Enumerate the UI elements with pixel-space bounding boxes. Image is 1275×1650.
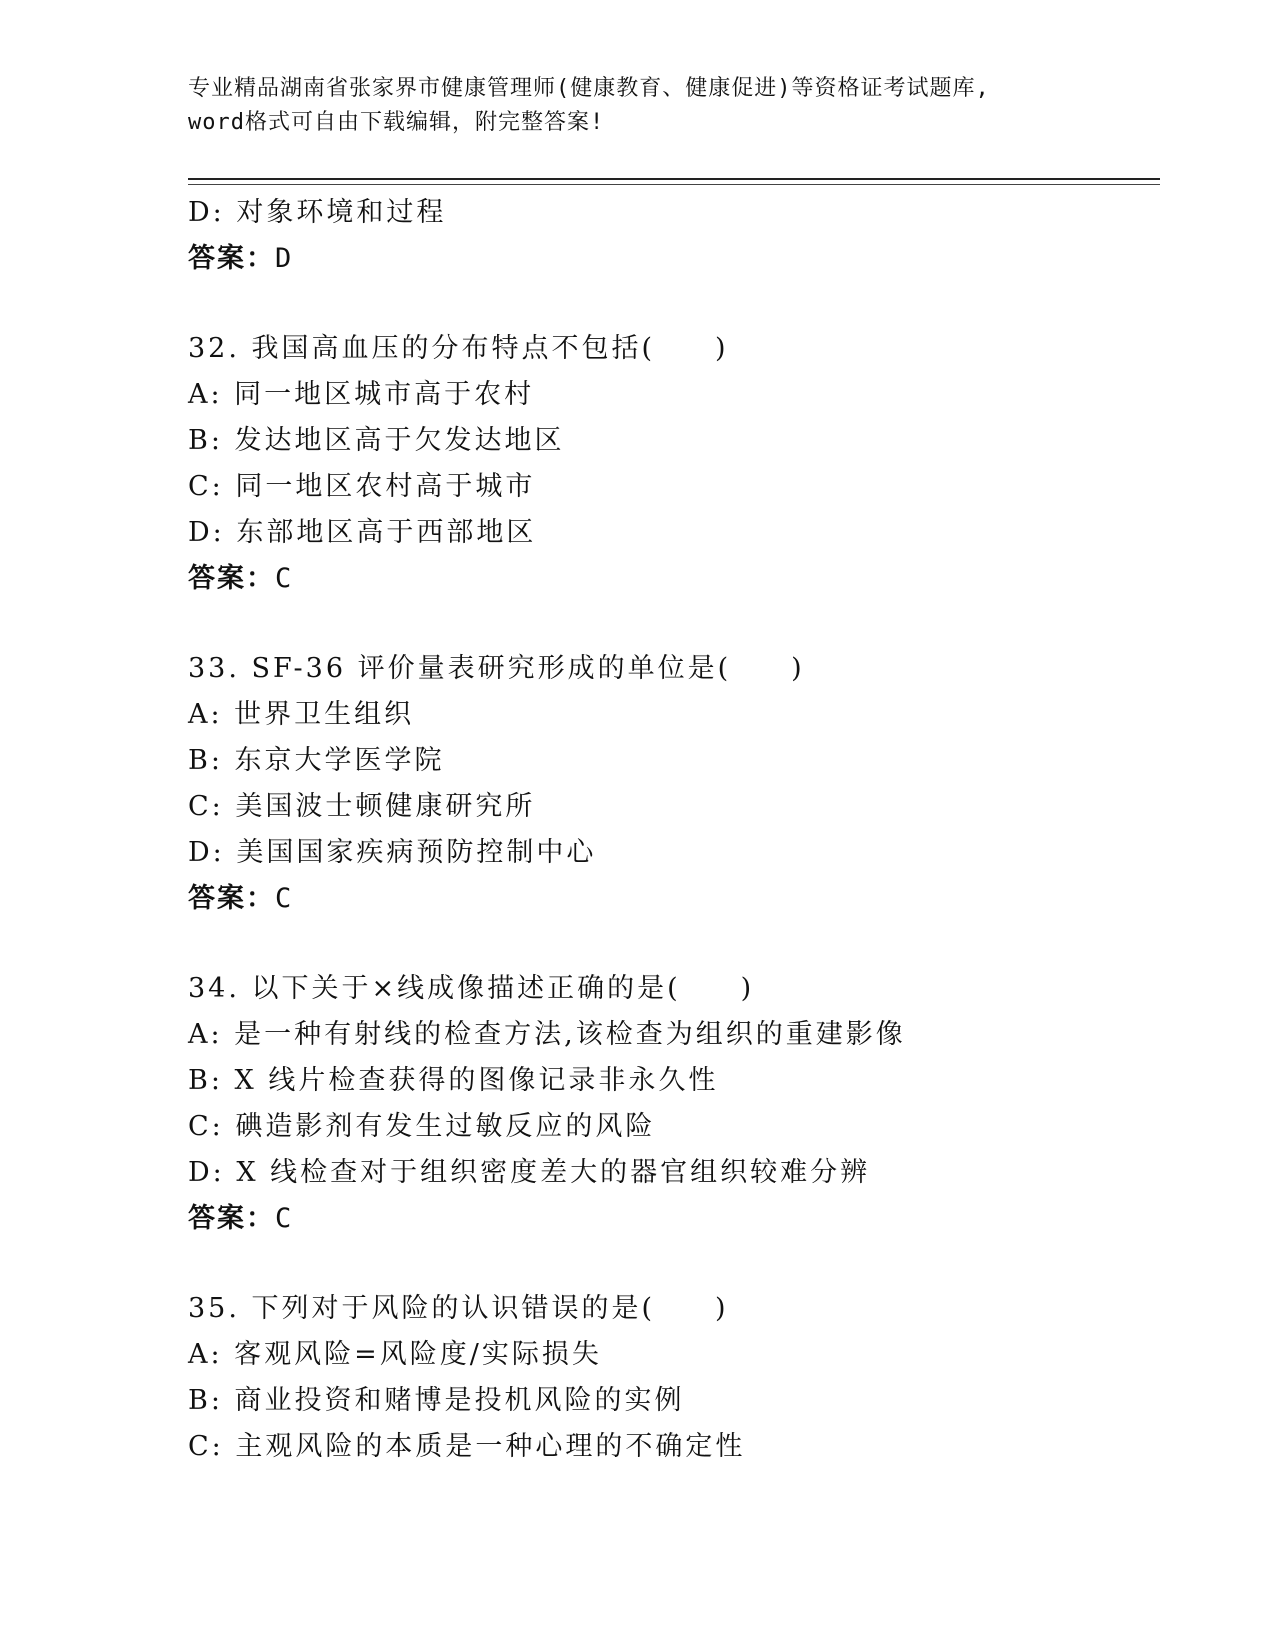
option-a: A: 世界卫生组织 xyxy=(188,699,415,730)
answer-value: C xyxy=(275,1203,294,1234)
answer-label: 答案： xyxy=(188,1203,275,1234)
question-stem: 34. 以下关于×线成像描述正确的是( ) xyxy=(188,973,755,1004)
question-stem: 32. 我国高血压的分布特点不包括( ) xyxy=(188,333,729,364)
option-b: B: 发达地区高于欠发达地区 xyxy=(188,425,565,456)
question-33 xyxy=(188,646,1148,922)
answer-line xyxy=(188,236,1148,282)
answer-label: 答案： xyxy=(188,883,275,914)
option-c: C: 碘造影剂有发生过敏反应的风险 xyxy=(188,1111,656,1142)
option-d: D: 美国国家疾病预防控制中心 xyxy=(188,837,597,868)
option-a: A: 同一地区城市高于农村 xyxy=(188,379,535,410)
document-header xyxy=(188,72,1168,140)
answer-line xyxy=(188,1196,1148,1242)
option-a: A: 客观风险=风险度/实际损失 xyxy=(188,1339,602,1370)
answer-line xyxy=(188,556,1148,602)
answer-label: 答案： xyxy=(188,563,275,594)
option-b: B: X 线片检查获得的图像记录非永久性 xyxy=(188,1065,719,1096)
option-b: B: 东京大学医学院 xyxy=(188,745,445,776)
question-32 xyxy=(188,326,1148,602)
header-line-2: word格式可自由下载编辑，附完整答案! xyxy=(188,110,605,135)
answer-value: D xyxy=(275,243,294,274)
header-divider-thick xyxy=(188,178,1160,180)
option-c: C: 同一地区农村高于城市 xyxy=(188,471,536,502)
question-34 xyxy=(188,966,1148,1242)
option-d: D: 东部地区高于西部地区 xyxy=(188,517,537,548)
option-c: C: 美国波士顿健康研究所 xyxy=(188,791,536,822)
answer-value: C xyxy=(275,883,294,914)
answer-line xyxy=(188,876,1148,922)
answer-value: C xyxy=(275,563,294,594)
option-c: C: 主观风险的本质是一种心理的不确定性 xyxy=(188,1431,746,1462)
header-line-1: 专业精品湖南省张家界市健康管理师(健康教育、健康促进)等资格证考试题库, xyxy=(188,76,990,101)
question-31-tail xyxy=(188,190,1148,282)
option-a: A: 是一种有射线的检查方法,该检查为组织的重建影像 xyxy=(188,1019,906,1050)
header-divider-thin xyxy=(188,184,1160,185)
option-b: B: 商业投资和赌博是投机风险的实例 xyxy=(188,1385,685,1416)
question-list xyxy=(188,190,1148,1470)
question-stem: 33. SF-36 评价量表研究形成的单位是( ) xyxy=(188,653,805,684)
option-d: D: 对象环境和过程 xyxy=(188,197,447,228)
answer-label: 答案： xyxy=(188,243,275,274)
option-d: D: X 线检查对于组织密度差大的器官组织较难分辨 xyxy=(188,1157,871,1188)
question-35 xyxy=(188,1286,1148,1470)
question-stem: 35. 下列对于风险的认识错误的是( ) xyxy=(188,1293,729,1324)
